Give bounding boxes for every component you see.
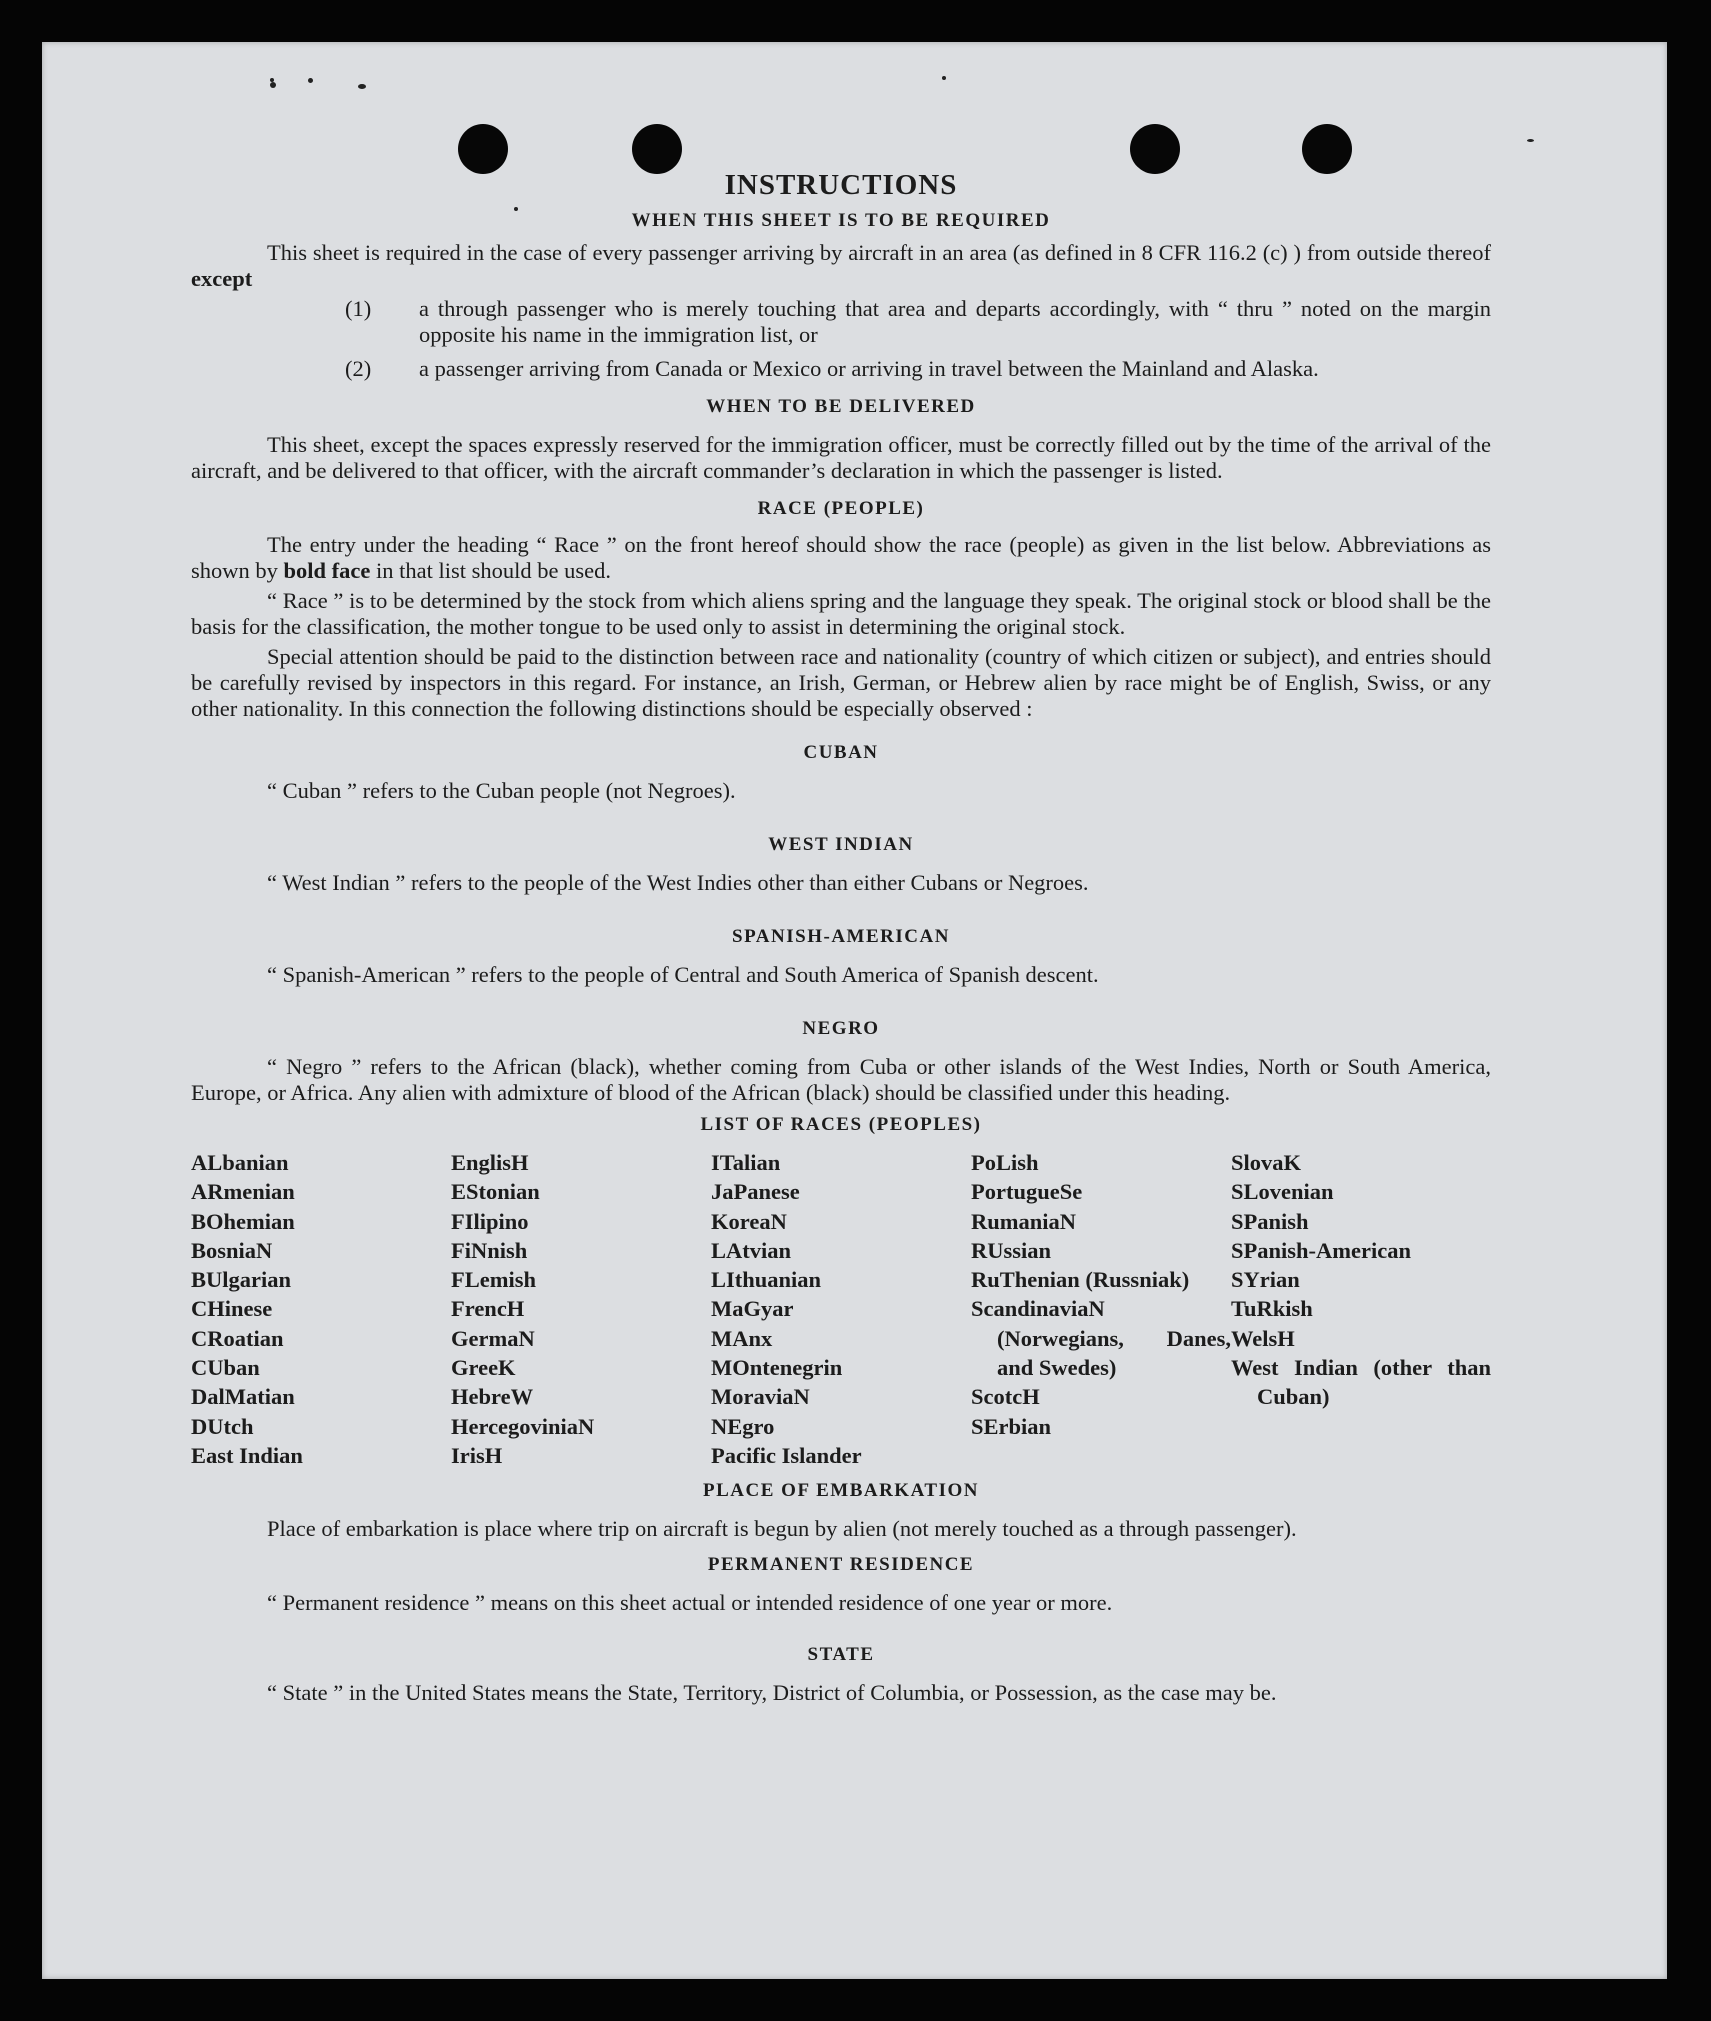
cuban-text: “ Cuban ” refers to the Cuban people (not Negroes). (267, 778, 736, 803)
race-entry: FIlipino (451, 1208, 529, 1234)
race-entry: CHinese (191, 1296, 273, 1322)
race-entry: DalMatian (191, 1384, 295, 1410)
race-entry: KoreaN (711, 1208, 787, 1234)
race-entry: JaPanese (711, 1179, 800, 1205)
exception-item-2 (191, 356, 1491, 382)
race-paragraph-3: Special attention should be paid to the distinction between race and nationality (country of which citizen or subject), and entries should be carefully revised by inspectors in this regard. For instance, an Irish, German, or Hebrew alien by race might be of English, Swiss, or any other nationality. In this connection the following distinctions should be especially observed : (191, 644, 1491, 721)
speck (358, 84, 366, 89)
race-p1-end: in that list should be used. (376, 558, 612, 583)
race-entry: TuRkish (1231, 1296, 1313, 1322)
race-entry: LIthuanian (711, 1267, 822, 1293)
races-column (451, 1148, 711, 1470)
section-heading-cuban: CUBAN (803, 742, 879, 763)
race-entry: RumaniaN (971, 1208, 1077, 1234)
speck (1527, 139, 1534, 142)
when-required-except: except (191, 266, 253, 291)
race-entry: CUban (191, 1355, 260, 1381)
exception-item-1 (191, 296, 1491, 348)
race-entry: BUlgarian (191, 1267, 292, 1293)
race-entry: HebreW (451, 1384, 534, 1410)
race-entry: HercegoviniaN (451, 1413, 595, 1439)
races-column (191, 1148, 451, 1470)
races-column (1231, 1148, 1491, 1470)
race-entry: CRoatian (191, 1325, 284, 1351)
race-paragraph-1 (191, 532, 1491, 584)
section-heading-spanish-american: SPANISH-AMERICAN (732, 926, 950, 947)
race-entry: MaGyar (711, 1296, 794, 1322)
race-entry: ARmenian (191, 1179, 295, 1205)
races-column (711, 1148, 971, 1470)
race-entry: DUtch (191, 1413, 254, 1439)
when-delivered-text: This sheet, except the spaces expressly reserved for the immigration officer, must be correctly filled out by the time of the arrival of the aircraft, and be delivered to that officer, with the aircraft commander’s declaration in which the passenger is listed. (191, 432, 1491, 483)
punch-hole (1130, 124, 1180, 174)
section-heading-when-required: WHEN THIS SHEET IS TO BE REQUIRED (631, 210, 1051, 231)
section-heading-list-of-races: LIST OF RACES (PEOPLES) (700, 1114, 982, 1135)
west-indian-text: “ West Indian ” refers to the people of the West Indies other than either Cubans or Negroes. (267, 870, 1089, 895)
speck (270, 82, 276, 88)
exception-number: (2) (345, 356, 372, 381)
punch-hole (458, 124, 508, 174)
race-entry: MAnx (711, 1325, 773, 1351)
race-entry: FLemish (451, 1267, 537, 1293)
race-entry: SPanish (1231, 1208, 1309, 1234)
race-entry: FrencH (451, 1296, 525, 1322)
race-entry: FiNnish (451, 1237, 528, 1263)
race-entry: PoLish (971, 1150, 1039, 1175)
race-entry: SPanish-American (1231, 1237, 1411, 1263)
race-entry: MOntenegrin (711, 1355, 843, 1381)
embarkation-text: Place of embarkation is place where trip on aircraft is begun by alien (not merely touched as a through passenger). (267, 1516, 1297, 1542)
punch-hole (1302, 124, 1352, 174)
when-required-intro (191, 240, 1491, 292)
negro-text: “ Negro ” refers to the African (black), whether coming from Cuba or other islands of the West Indies, North or South America, Europe, or Africa. Any alien with admixture of blood of the African (black) should be classified under this heading. (191, 1054, 1491, 1105)
exception-text: a through passenger who is merely touching that area and departs accordingly, with “ thru ” noted on the margin opposite his name in the immigration list, or (419, 296, 1491, 347)
section-heading-permanent-residence: PERMANENT RESIDENCE (707, 1554, 975, 1576)
race-entry: RUssian (971, 1237, 1052, 1263)
bold-face-term: bold face (283, 558, 371, 583)
instructions-body (191, 169, 1491, 1706)
exception-number: (1) (345, 296, 372, 321)
race-p1-text: The entry under the heading “ Race ” on the front hereof should show the race (people) as given in the list below. Abbreviations as shown by (191, 532, 1491, 583)
exception-text: a passenger arriving from Canada or Mexico or arriving in travel between the Mainland and Alaska. (419, 356, 1319, 381)
punch-hole (632, 124, 682, 174)
race-entry: SLovenian (1231, 1179, 1334, 1205)
race-entry: IrisH (451, 1442, 503, 1468)
race-entry: ScotcH (971, 1384, 1040, 1410)
race-entry: RuThenian (Russniak) (971, 1267, 1190, 1293)
race-entry: ScandinaviaN (Norwegians, Danes, and Swedes) (971, 1296, 1231, 1381)
race-entry: ALbanian (191, 1150, 289, 1175)
state-text: “ State ” in the United States means the State, Territory, District of Columbia, or Possession, as the case may be. (267, 1680, 1277, 1706)
section-heading-west-indian: WEST INDIAN (768, 834, 914, 855)
spanish-american-text: “ Spanish-American ” refers to the people of Central and South America of Spanish descent. (267, 962, 1099, 987)
section-heading-race: RACE (PEOPLE) (757, 498, 925, 519)
page-title: INSTRUCTIONS (724, 169, 958, 201)
race-entry: SErbian (971, 1413, 1052, 1439)
race-entry: LAtvian (711, 1237, 792, 1263)
race-entry: SYrian (1231, 1267, 1300, 1293)
race-entry: WelsH (1231, 1325, 1295, 1351)
section-heading-embarkation: PLACE OF EMBARKATION (703, 1480, 979, 1502)
speck (308, 78, 313, 83)
race-entry: EStonian (451, 1179, 540, 1205)
section-heading-state: STATE (807, 1644, 875, 1666)
race-entry: SlovaK (1231, 1150, 1302, 1175)
race-entry: GreeK (451, 1355, 516, 1381)
races-list (191, 1148, 1491, 1470)
race-entry: East Indian (191, 1442, 303, 1468)
race-entry: Pacific Islander (711, 1442, 862, 1468)
races-column (971, 1148, 1231, 1470)
race-entry: GermaN (451, 1325, 535, 1351)
race-entry: EnglisH (451, 1150, 529, 1175)
when-required-intro-text: This sheet is required in the case of every passenger arriving by aircraft in an area (as defined in 8 CFR 116.2 (c) ) from outside thereof (267, 240, 1491, 265)
section-heading-when-delivered: WHEN TO BE DELIVERED (706, 396, 976, 417)
race-entry: MoraviaN (711, 1384, 810, 1410)
race-entry: West Indian (other than Cuban) (1231, 1355, 1491, 1410)
permanent-residence-text: “ Permanent residence ” means on this sheet actual or intended residence of one year or more. (267, 1590, 1113, 1616)
race-paragraph-2: “ Race ” is to be determined by the stock from which aliens spring and the language they speak. The original stock or blood shall be the basis for the classification, the mother tongue to be used only to assist in determining the original stock. (191, 588, 1491, 639)
race-entry: NEgro (711, 1413, 775, 1439)
speck (942, 76, 946, 80)
section-heading-negro: NEGRO (802, 1018, 880, 1039)
race-entry: BosniaN (191, 1237, 273, 1263)
race-entry: BOhemian (191, 1208, 295, 1234)
race-entry: ITalian (711, 1150, 781, 1175)
race-entry: PortugueSe (971, 1179, 1083, 1205)
